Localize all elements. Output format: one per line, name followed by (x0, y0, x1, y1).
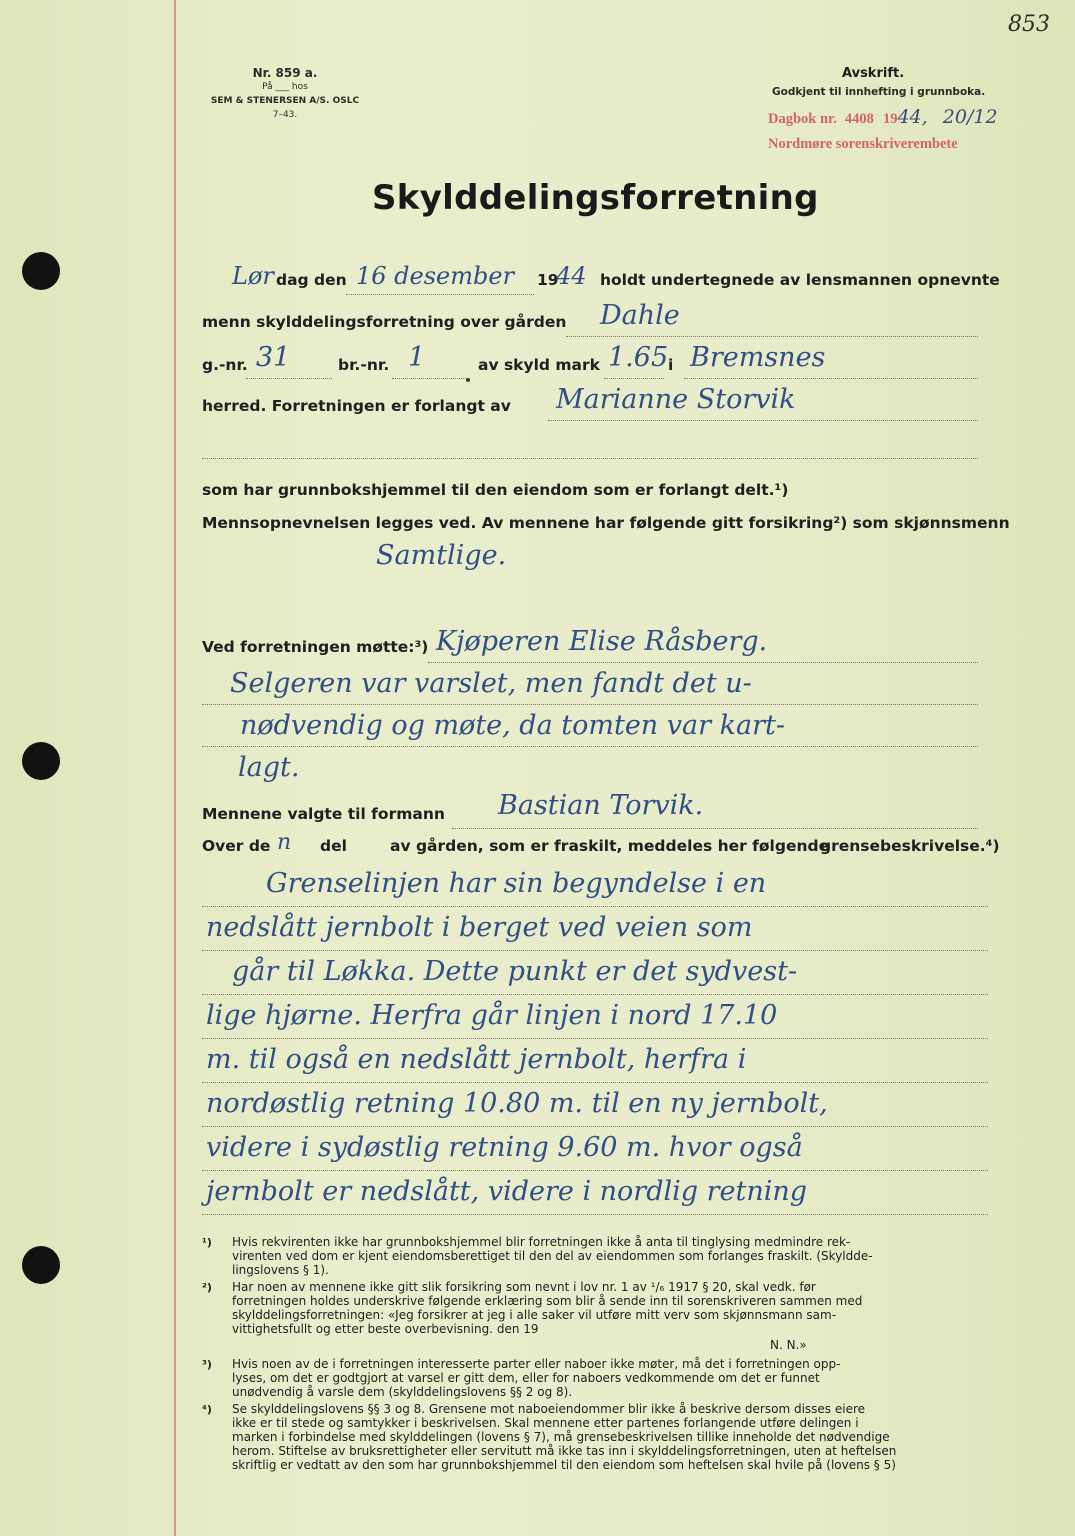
stamp-year: 44, (897, 106, 928, 128)
footnote-line: vittighetsfullt og etter beste overbevisning. den 19 (232, 1322, 539, 1336)
boundary-line: nordøstlig retning 10.80 m. til en ny jernbolt, (206, 1088, 828, 1119)
boundary-underline (202, 1082, 988, 1083)
printer-name: SEM & STENERSEN A/S. OSLC (210, 96, 360, 106)
boundary-underline (202, 994, 988, 995)
date-label: dag den (276, 271, 347, 289)
footnote-mark: ⁴) (202, 1403, 212, 1416)
brnr-handwritten: 1 (408, 342, 426, 373)
footnote-line: skriftlig er vedtatt av den som har grunnbokshjemmel til den eiendom som heftelsen skal hvile på (lovens § 5) (232, 1458, 896, 1472)
formann-underline (452, 828, 978, 829)
attendance-underline-3 (202, 746, 978, 747)
boundary-underline (202, 906, 988, 907)
margin-rule (174, 0, 176, 1536)
footnote-line: Har noen av mennene ikke gitt slik forsikring som nevnt i lov nr. 1 av ¹/₆ 1917 § 20, skal vedk. før (232, 1280, 816, 1294)
boundary-underline (202, 1214, 988, 1215)
footnote-line: Hvis noen av de i forretningen interesserte parter eller naboer ikke møter, må det i forretningen opp- (232, 1357, 841, 1371)
grunnbok-text: som har grunnbokshjemmel til den eiendom som er forlangt delt.¹) (202, 481, 789, 499)
avskrift-title: Avskrift. (842, 66, 905, 81)
formann-label: Mennene valgte til formann (202, 805, 445, 823)
footnote-line: herom. Stiftelse av bruksrettigheter eller servitutt må ikke tas inn i skylddelingsforretningen, uten at heftelsen (232, 1444, 897, 1458)
brnr-underline (392, 378, 468, 379)
brnr-label: br.-nr. (338, 356, 390, 374)
date-handwritten: 16 desember (356, 262, 515, 290)
printer-line: På ___ hos (262, 82, 308, 92)
stamp-office: Nordmøre sorenskriverembete (768, 136, 958, 152)
footnote-signature: N. N.» (770, 1338, 807, 1352)
municipality-underline (684, 378, 978, 379)
over-rest: av gården, som er fraskilt, meddeles her følgende (390, 837, 830, 855)
footnote-line: virenten ved dom er kjent eiendomsberettiget til den del av eiendommen som forlanges fraskilt. (Skyldde- (232, 1249, 873, 1263)
year-prefix: 19 (537, 271, 559, 289)
footnote-line: lyses, om det er godtgjort at varsel er gitt dem, eller for naboers vedkommende om det er funnet (232, 1371, 820, 1385)
samtlige-handwritten: Samtlige. (376, 540, 507, 571)
footnote-line: ikke er til stede og samtykker i beskrivelsen. Skal mennene etter partenes forlangende utføre delingen i (232, 1416, 859, 1430)
del-label: del (320, 837, 347, 855)
formann-handwritten: Bastian Torvik. (498, 790, 704, 821)
footnote-mark: ²) (202, 1281, 212, 1294)
gnr-handwritten: 31 (256, 342, 291, 373)
farm-underline (566, 336, 978, 337)
printer-date: 7–43. (272, 110, 298, 120)
punch-hole-top (22, 252, 60, 290)
boundary-line: m. til også en nedslått jernbolt, herfra i (206, 1044, 747, 1075)
grense-label: grensebeskrivelse.⁴) (820, 837, 1000, 855)
year-handwritten: 44 (556, 262, 587, 290)
farm-name-handwritten: Dahle (600, 300, 680, 331)
stamp-label: Dagbok nr. (768, 111, 837, 127)
boundary-line: Grenselinjen har sin begyndelse i en (266, 868, 767, 899)
boundary-line: videre i sydøstlig retning 9.60 m. hvor også (206, 1132, 803, 1163)
boundary-underline (202, 1170, 988, 1171)
skyld-underline (604, 378, 664, 379)
footnote-mark: ¹) (202, 1236, 212, 1249)
date-underline (346, 294, 534, 295)
printer-imprint (210, 66, 360, 122)
page-number: 853 (1008, 12, 1050, 37)
footnote-line: forretningen holdes underskrive følgende erklæring som blir å sende inn til sorenskriveren sammen med (232, 1294, 863, 1308)
menn-text: menn skylddelingsforretning over gården (202, 313, 567, 331)
requester-handwritten: Marianne Storvik (556, 384, 796, 415)
municipality-handwritten: Bremsnes (690, 342, 826, 373)
over-handwritten: n (277, 830, 292, 855)
attendance-line-4: lagt. (238, 752, 300, 783)
footnote-line: Se skylddelingslovens §§ 3 og 8. Grensene mot naboeiendommer blir ikke å beskrive dersom disses eiere (232, 1402, 866, 1416)
boundary-underline (202, 950, 988, 951)
weekday-handwritten: Lør (232, 262, 274, 290)
herred-text: herred. Forretningen er forlangt av (202, 397, 511, 415)
boundary-line: nedslått jernbolt i berget ved veien som (206, 912, 753, 943)
attendance-line-3: nødvendig og møte, da tomten var kart- (240, 710, 785, 741)
footnote-line: unødvendig å varsle dem (skylddelingslovens §§ 2 og 8). (232, 1385, 573, 1399)
registry-stamp (768, 106, 998, 128)
form-number: Nr. 859 a. (252, 66, 318, 80)
stamp-date: 20/12 (942, 106, 998, 128)
document-title: Skylddelingsforretning (372, 178, 819, 218)
holdt-text: holdt undertegnede av lensmannen opnevnte (600, 271, 1000, 289)
boundary-line: går til Løkka. Dette punkt er det sydvest- (232, 956, 798, 987)
blank-line (202, 458, 978, 459)
punch-hole-middle (22, 742, 60, 780)
stamp-number: 4408 (844, 111, 874, 127)
i-label: i (668, 356, 674, 374)
over-label: Over de (202, 837, 271, 855)
mennsop-text: Mennsopnevnelsen legges ved. Av mennene har følgende gitt forsikring²) som skjønnsmenn (202, 514, 1010, 532)
ink-dot (466, 378, 470, 382)
footnote-mark: ³) (202, 1358, 212, 1371)
motte-label: Ved forretningen møtte:³) (202, 638, 429, 656)
skyld-handwritten: 1.65 (608, 342, 669, 373)
footnote-line: Hvis rekvirenten ikke har grunnbokshjemmel blir forretningen ikke å anta til tinglysing medmindre rek- (232, 1235, 851, 1249)
motte-underline (428, 662, 978, 663)
boundary-line: jernbolt er nedslått, videre i nordlig retning (206, 1176, 808, 1207)
skyld-label: av skyld mark (478, 356, 600, 374)
attendance-underline-2 (202, 704, 978, 705)
stamp-year-prefix: 19 (882, 111, 898, 127)
avskrift-subtitle: Godkjent til innhefting i grunnboka. (772, 86, 986, 98)
boundary-underline (202, 1038, 988, 1039)
attendance-line-1: Kjøperen Elise Råsberg. (436, 626, 768, 657)
gnr-label: g.-nr. (202, 356, 248, 374)
requester-underline (548, 420, 978, 421)
punch-hole-bottom (22, 1246, 60, 1284)
footnote-line: lingslovens § 1). (232, 1263, 329, 1277)
boundary-line: lige hjørne. Herfra går linjen i nord 17.10 (206, 1000, 778, 1031)
boundary-underline (202, 1126, 988, 1127)
footnote-line: skylddelingsforretningen: «Jeg forsikrer at jeg i alle saker vil utføre mitt verv som skjønnsmann sam- (232, 1308, 837, 1322)
attendance-line-2: Selgeren var varslet, men fandt det u- (230, 668, 752, 699)
gnr-underline (246, 378, 332, 379)
footnote-line: marken i forbindelse med skylddelingen (lovens § 7), må grensebeskrivelsen tillike inneholde det nødvendige (232, 1430, 890, 1444)
